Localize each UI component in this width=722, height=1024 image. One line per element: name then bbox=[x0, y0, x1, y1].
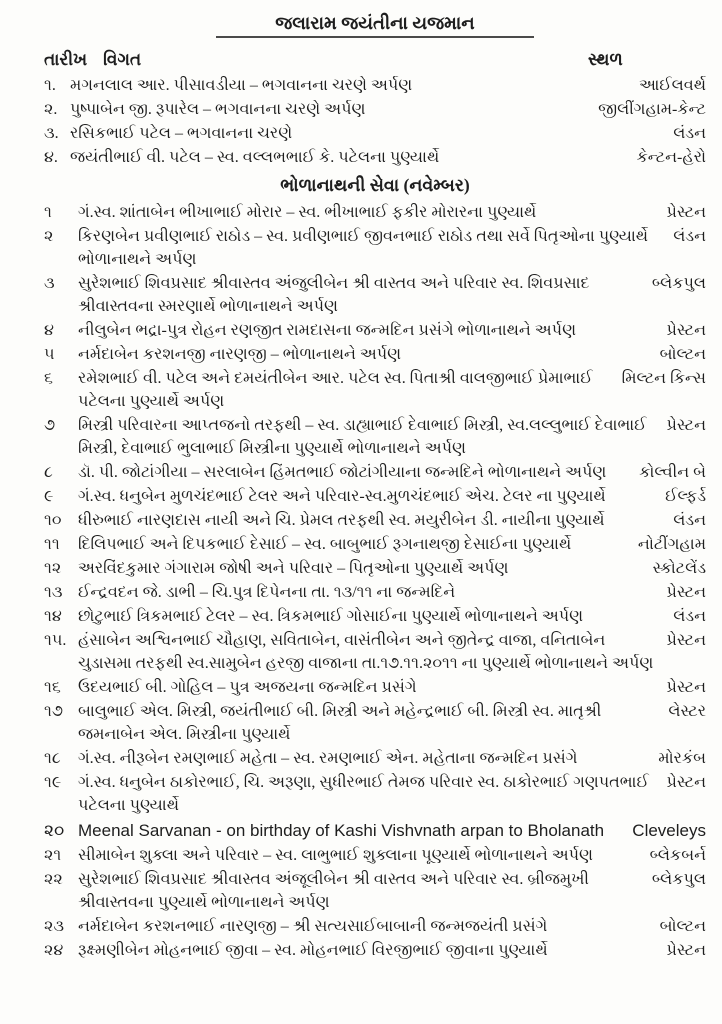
item-place: બોલ્ટન bbox=[659, 346, 706, 363]
item-number: ૧૮ bbox=[44, 750, 61, 767]
item-place: કેન્ટન-હેરો bbox=[636, 149, 706, 166]
item-text: મિસ્ત્રી પરિવારના આપ્તજનો તરફથી – સ્વ. ડાહ્યાભાઈ દેવાભાઈ મિસ્ત્રી, સ્વ.લલ્લુભાઈ દેવાભાઈ મિસ્ત્રી, દેવાભાઈ ભુલાભાઈ મિસ્ત્રીના પુણ્યાર્થે ભોળાનાથને અર્પણ bbox=[78, 417, 647, 457]
item-place: કોલ્વીન બે bbox=[639, 464, 706, 481]
list-item bbox=[44, 146, 706, 169]
item-text: રસિકભાઈ પટેલ – ભગવાનના ચરણે bbox=[70, 125, 293, 142]
item-place: પ્રેસ્ટન bbox=[666, 584, 706, 601]
list-item bbox=[44, 485, 706, 508]
item-number: ૧૬ bbox=[44, 679, 61, 696]
item-place: પ્રેસ્ટન bbox=[666, 204, 706, 221]
column-date-label: તારીખ bbox=[44, 50, 88, 69]
item-number: ૩. bbox=[44, 125, 59, 142]
item-place: સ્કોટલેંડ bbox=[652, 560, 706, 577]
yajman-list bbox=[44, 74, 706, 169]
list-item bbox=[44, 509, 706, 532]
item-place: લંડન bbox=[673, 228, 706, 245]
item-place: પ્રેસ્ટન bbox=[666, 322, 706, 339]
list-item bbox=[44, 201, 706, 224]
item-number: ૧૦ bbox=[44, 512, 62, 529]
list-item bbox=[44, 74, 706, 97]
list-item bbox=[44, 367, 706, 413]
item-text: સીમાબેન શુક્લા અને પરિવાર – સ્વ. લાભુભાઈ શુક્લાના પૂણ્યાર્થે ભોળાનાથને અર્પણ bbox=[78, 847, 594, 864]
item-text: કિરણબેન પ્રવીણભાઈ રાઠોડ – સ્વ. પ્રવીણભાઈ જીવનભાઈ રાઠોડ તથા સર્વે પિતૃઓના પુણ્યાર્થે ભોળાનાથને અર્પણ bbox=[78, 228, 649, 268]
item-number: ૯ bbox=[44, 488, 54, 505]
item-number: ૨ bbox=[44, 228, 54, 245]
item-text: રૂક્ષ્મણીબેન મોહનભાઈ જીવા – સ્વ. મોહનભાઈ વિરજીભાઈ જીવાના પુણ્યાર્થે bbox=[78, 942, 548, 959]
item-place: ઈલ્ફર્ડ bbox=[665, 488, 706, 505]
item-place: પ્રેસ્ટન bbox=[666, 774, 706, 791]
item-number: ૪ bbox=[44, 322, 54, 339]
item-place: બ્લેકપુલ bbox=[651, 275, 706, 292]
list-item bbox=[44, 461, 706, 484]
item-place: મિલ્ટન કિન્સ bbox=[621, 370, 706, 387]
list-item bbox=[44, 868, 706, 914]
item-text: ઉદયભાઈ બી. ગોહિલ – પુત્ર અજયના જન્મદિન પ્રસંગે bbox=[78, 679, 417, 696]
item-number: ૨૪ bbox=[44, 942, 64, 959]
item-place: જીલીંગહામ-કેન્ટ bbox=[598, 101, 706, 118]
item-number: ૨૦ bbox=[44, 821, 65, 840]
item-place: પ્રેસ્ટન bbox=[666, 942, 706, 959]
list-item bbox=[44, 818, 706, 843]
item-text: Meenal Sarvanan - on birthday of Kashi Vishvnath arpan to Bholanath bbox=[78, 821, 605, 840]
item-place: નોટીંગહામ bbox=[637, 536, 706, 553]
item-place: મોરકંબ bbox=[658, 750, 706, 767]
item-text: ગં.સ્વ. ધનુબેન ઠાકોરભાઈ, ચિ. અરૂણા, સુધીરભાઈ તેમજ પરિવાર સ્વ. ઠાકોરભાઈ ગણપતભાઈ પટેલના પુણ્યાર્થે bbox=[78, 774, 649, 814]
item-number: ૧૧ bbox=[44, 536, 60, 553]
item-text: મગનલાલ આર. પીસાવડીયા – ભગવાનના ચરણે અર્પણ bbox=[70, 77, 413, 94]
item-place: બ્લેકબર્ન bbox=[649, 847, 706, 864]
list-item bbox=[44, 533, 706, 556]
column-place-label: સ્થળ bbox=[588, 50, 623, 69]
list-item bbox=[44, 700, 706, 746]
item-text: સુરેશભાઈ શિવપ્રસાદ શ્રીવાસ્તવ અંજુલીબેન શ્રી વાસ્તવ અને પરિવાર સ્વ. શિવપ્રસાદ શ્રીવાસ્તવના સ્મરણાર્થે ભોળાનાથને અર્પણ bbox=[78, 275, 590, 315]
item-text: ધીરુભાઈ નારણદાસ નાયી અને ચિ. પ્રેમલ તરફથી સ્વ. મયુરીબેન ડી. નાયીના પુણ્યાર્થે bbox=[78, 512, 605, 529]
item-text: નર્મદાબેન કરશનભાઈ નારણજી – શ્રી સત્યસાઈબાબાની જન્મજયંતી પ્રસંગે bbox=[78, 918, 548, 935]
item-number: ૧૩ bbox=[44, 584, 63, 601]
item-text: દિલિપભાઈ અને દિપકભાઈ દેસાઈ – સ્વ. બાબુભાઈ રૂગનાથજી દેસાઈના પુણ્યાર્થે bbox=[78, 536, 572, 553]
list-item bbox=[44, 557, 706, 580]
item-place: લંડન bbox=[673, 608, 706, 625]
list-item bbox=[44, 629, 706, 675]
item-text: ઈન્દ્રવદન જે. ડાભી – ચિ.પુત્ર દિપેનના તા. ૧૩/૧૧ ના જન્મદિને bbox=[78, 584, 456, 601]
item-number: ૨૧ bbox=[44, 847, 62, 864]
list-item bbox=[44, 771, 706, 817]
column-header-row bbox=[44, 48, 706, 72]
item-place: બ્લેકપુલ bbox=[651, 871, 706, 888]
item-number: ૮ bbox=[44, 464, 53, 481]
column-header-left bbox=[44, 48, 141, 72]
item-number: ૧૫. bbox=[44, 632, 67, 649]
item-text: હંસાબેન અશ્વિનભાઈ ચૌહાણ, સવિતાબેન, વાસંતીબેન અને જીતેન્દ્ર વાજા, વનિતાબેન ચુડાસમા તરફથી સ્વ.સામુબેન હરજી વાજાના તા.૧૭.૧૧.૨૦૧૧ ના પુણ્યાર્થે ભોળાનાથને અર્પણ bbox=[78, 632, 654, 672]
title-underline bbox=[216, 36, 534, 38]
list-item bbox=[44, 272, 706, 318]
list-item bbox=[44, 747, 706, 770]
item-number: ૧૪ bbox=[44, 608, 62, 625]
item-number: ૩ bbox=[44, 275, 55, 292]
item-text: પુષ્પાબેન જી. રૂપારેલ – ભગવાનના ચરણે અર્પણ bbox=[70, 101, 366, 118]
item-number: ૧ bbox=[44, 204, 52, 221]
item-number: ૪. bbox=[44, 149, 58, 166]
item-text: જયંતીભાઈ વી. પટેલ – સ્વ. વલ્લભભાઈ કે. પટેલના પુણ્યાર્થે bbox=[70, 149, 440, 166]
title-block bbox=[44, 12, 706, 38]
list-item bbox=[44, 98, 706, 121]
item-number: ૧૨ bbox=[44, 560, 62, 577]
item-place: લંડન bbox=[673, 512, 706, 529]
item-text: સુરેશભાઈ શિવપ્રસાદ શ્રીવાસ્તવ અંજૂલીબેન શ્રી વાસ્તવ અને પરિવાર સ્વ. બ્રીજમુખી શ્રીવાસ્તવના પુણ્યાર્થે ભોળાનાથને અર્પણ bbox=[78, 871, 589, 911]
item-place: પ્રેસ્ટન bbox=[666, 679, 706, 696]
item-place: પ્રેસ્ટન bbox=[666, 632, 706, 649]
item-number: ૫ bbox=[44, 346, 55, 363]
list-item bbox=[44, 915, 706, 938]
item-number: ૨. bbox=[44, 101, 58, 118]
item-number: ૧૯ bbox=[44, 774, 62, 791]
item-number: ૨૨ bbox=[44, 871, 63, 888]
item-place: Cleveleys bbox=[632, 821, 706, 840]
list-item bbox=[44, 581, 706, 604]
item-text: બાલુભાઈ એલ. મિસ્ત્રી, જયંતીભાઈ બી. મિસ્ત્રી અને મહેન્દ્રભાઈ બી. મિસ્ત્રી સ્વ. માતૃશ્રી જમનાબેન એલ. મિસ્ત્રીના પુણ્યાર્થે bbox=[78, 703, 602, 743]
seva-list bbox=[44, 201, 706, 962]
item-number: ૨૩ bbox=[44, 918, 65, 935]
item-text: નર્મદાબેન કરશનજી નારણજી – ભોળાનાથને અર્પણ bbox=[78, 346, 402, 363]
item-text: અરવિંદકુમાર ગંગારામ જોષી અને પરિવાર – પિતૃઓના પુણ્યાર્થે અર્પણ bbox=[78, 560, 509, 577]
item-place: બોલ્ટન bbox=[659, 918, 706, 935]
item-number: ૧૭ bbox=[44, 703, 63, 720]
list-item bbox=[44, 676, 706, 699]
item-text: રમેશભાઈ વી. પટેલ અને દમયંતીબેન આર. પટેલ સ્વ. પિતાશ્રી વાલજીભાઈ પ્રેમાભાઈ પટેલના પુણ્યાર્થે અર્પણ bbox=[78, 370, 593, 410]
item-number: ૭ bbox=[44, 417, 56, 434]
item-place: લેસ્ટર bbox=[668, 703, 706, 720]
list-item bbox=[44, 939, 706, 962]
section-heading: ભોળાનાથની સેવા (નવેમ્બર) bbox=[280, 175, 470, 195]
list-item bbox=[44, 343, 706, 366]
item-place: લંડન bbox=[673, 125, 706, 142]
item-place: આઈલવર્થ bbox=[638, 77, 706, 94]
item-text: ડૉ. પી. જોટાંગીયા – સરલાબેન હિંમતભાઈ જોટાંગીયાના જન્મદિને ભોળાનાથને અર્પણ bbox=[78, 464, 607, 481]
list-item bbox=[44, 414, 706, 460]
list-item bbox=[44, 225, 706, 271]
item-text: ગં.સ્વ. શાંતાબેન ભીખાભાઈ મોરાર – સ્વ. ભીખાભાઈ ફકીર મોરારના પુણ્યાર્થે bbox=[78, 204, 537, 221]
list-item bbox=[44, 844, 706, 867]
item-text: નીલુબેન ભદ્રા-પુત્ર રોહન રણજીત રામદાસના જન્મદિન પ્રસંગે ભોળાનાથને અર્પણ bbox=[78, 322, 577, 339]
item-place: પ્રેસ્ટન bbox=[666, 417, 706, 434]
item-number: ૧. bbox=[44, 77, 56, 94]
item-text: ગં.સ્વ. નીરૂબેન રમણભાઈ મહેતા – સ્વ. રમણભાઈ એન. મહેતાના જન્મદિન પ્રસંગે bbox=[78, 750, 578, 767]
list-item bbox=[44, 319, 706, 342]
list-item bbox=[44, 605, 706, 628]
list-item bbox=[44, 122, 706, 145]
item-text: છોટુભાઈ ત્રિકમભાઈ ટેલર – સ્વ. ત્રિકમભાઈ ગોસાઈના પુણ્યાર્થે ભોળાનાથને અર્પણ bbox=[78, 608, 584, 625]
page-title: જલારામ જયંતીના યજમાન bbox=[275, 13, 475, 33]
item-number: ૬ bbox=[44, 370, 53, 387]
column-detail-label: વિગત bbox=[103, 50, 142, 69]
item-text: ગં.સ્વ. ધનુબેન મુળચંદભાઈ ટેલર અને પરિવાર-સ્વ.મુળચંદભાઈ એચ. ટેલર ના પુણ્યાર્થે bbox=[78, 488, 606, 505]
